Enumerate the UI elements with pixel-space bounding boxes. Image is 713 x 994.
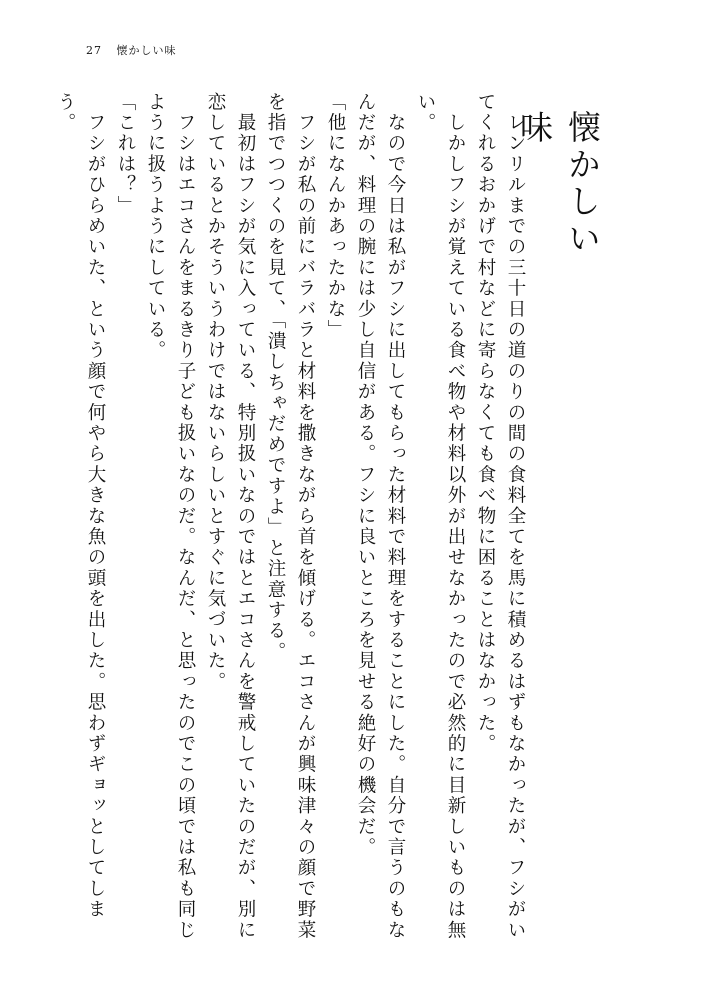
paragraph: しかしフシが覚えている食べ物や材料以外が出せなかったので必然的に目新しいものは無い。	[415, 92, 466, 941]
paragraph: レンリルまでの三十日の道のりの間の食料全てを馬に積めるはずもなかったが、フシがいてくれるおかげで村などに寄らなくても食べ物に困ることはなかった。	[475, 92, 526, 941]
dialogue-line: 「他になんかあったかな」	[325, 92, 346, 341]
page-number: 27	[86, 44, 102, 57]
paragraph: フシがひらめいた、という顔で何やら大きな魚の頭を出した。思わずギョッとしてしまう。	[55, 92, 106, 920]
paragraph: 最初はフシが気に入っている、特別扱いなのではとエコさんを警戒していたのだが、別に恋しているとかそういうわけではないらしいとすぐに気づいた。	[205, 92, 256, 941]
header-chapter-title: 懐かしい味	[116, 44, 177, 57]
dialogue-line: 「これは？」	[115, 92, 136, 217]
paragraph: なので今日は私がフシに出してもらった材料で料理をすることにした。自分で言うのもなんだが、料理の腕には少し自信がある。フシに良いところを見せる絶好の機会だ。	[355, 92, 406, 941]
paragraph: フシはエコさんをまるきり子ども扱いなのだ。なんだ、と思ったのでこの頃では私も同じように扱うようにしている。	[145, 92, 196, 941]
chapter-title: 懐かしい味	[515, 110, 602, 258]
body-text	[55, 92, 530, 952]
paragraph: フシが私の前にバラバラと材料を撒きながら首を傾げる。エコさんが興味津々の顔で野菜を指でつつくのを見て、「潰しちゃだめですよ」と注意する。	[265, 92, 316, 941]
running-header	[86, 42, 177, 58]
